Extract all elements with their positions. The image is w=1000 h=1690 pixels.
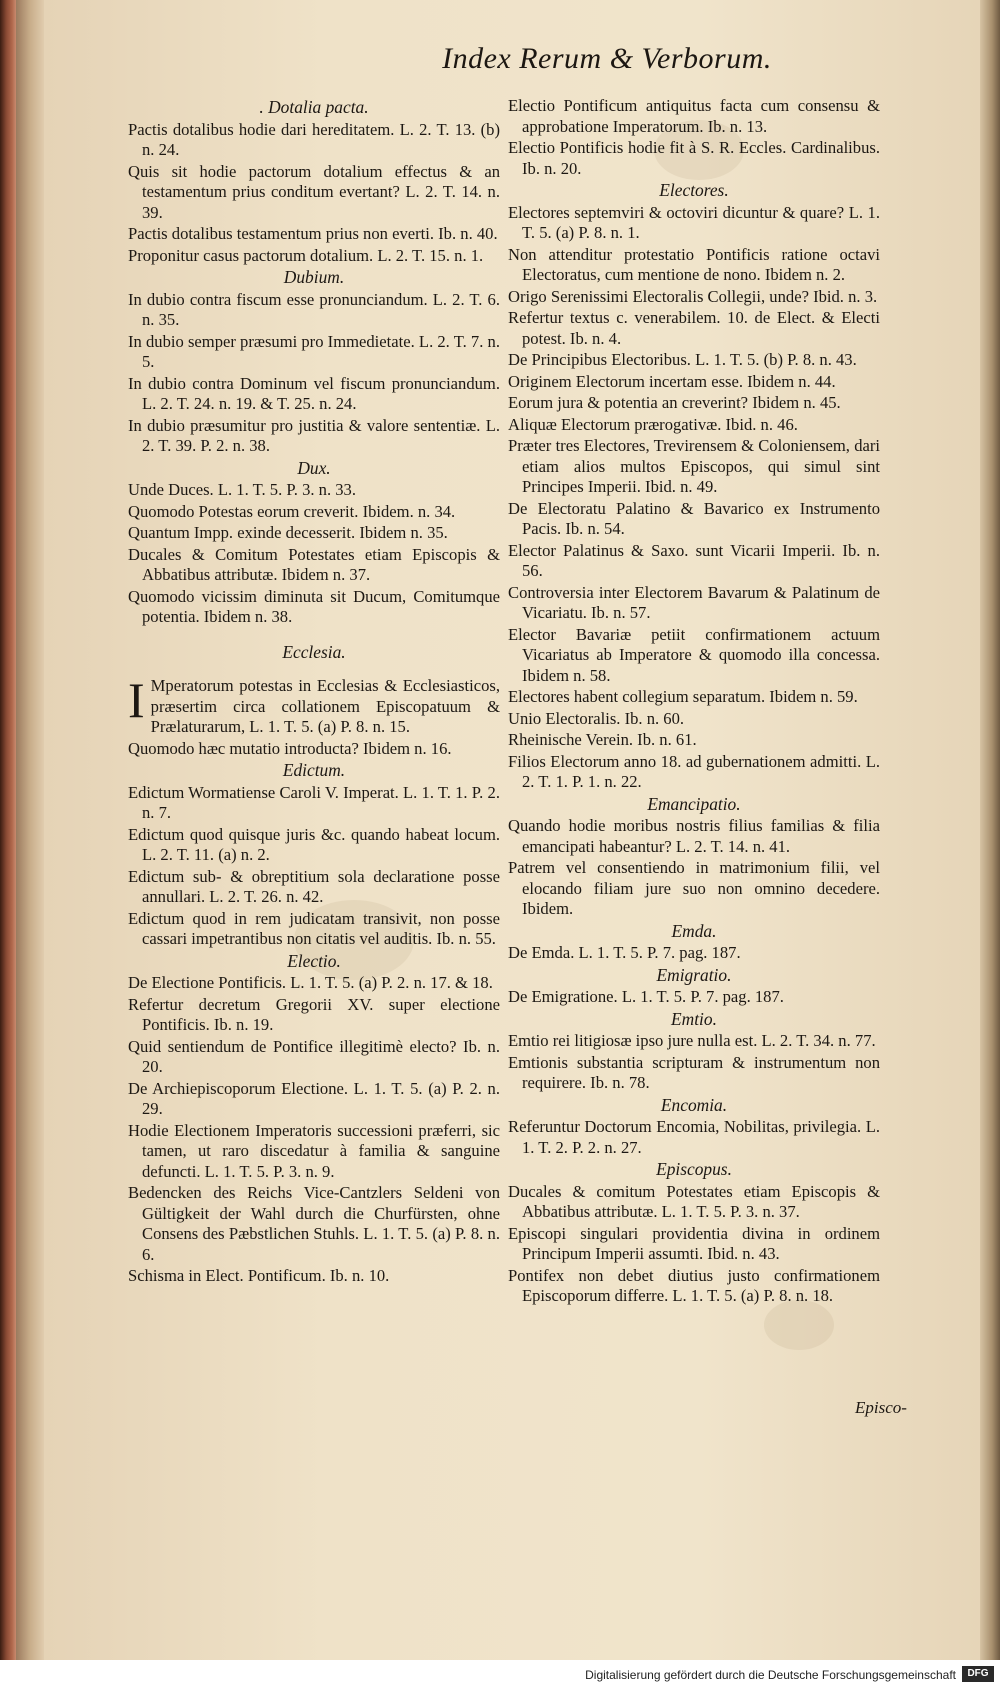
index-entry: Episcopi singulari providentia divina in ordinem Principum Imperii assumti. Ibid. n. 43. [508, 1223, 880, 1263]
running-header: Index Rerum & Verborum. [442, 42, 772, 75]
index-entry: Pontifex non debet diutius justo confirmationem Episcoporum differre. L. 1. T. 5. (a) P. 8. n. 18. [508, 1265, 880, 1305]
index-entry: Electio Pontificis hodie fit à S. R. Eccles. Cardinalibus. Ib. n. 20. [508, 138, 880, 178]
index-entry: Præter tres Electores, Trevirensem & Coloniensem, dari etiam alios multos Episcopos, qui simul sint Principes Imperii. Ibid. n. 49. [508, 436, 880, 496]
index-entry: Ducales & comitum Potestates etiam Episcopis & Abbatibus attributæ. L. 1. T. 5. P. 3. n. 37. [508, 1181, 880, 1221]
index-entry: De Emigratione. L. 1. T. 5. P. 7. pag. 187. [508, 987, 784, 1006]
index-entry: Filios Electorum anno 18. ad gubernationem admitti. L. 2. T. 1. P. 1. n. 22. [508, 751, 880, 791]
index-entry: Emtio rei litigiosæ ipso jure nulla est. L. 2. T. 34. n. 77. [508, 1031, 876, 1050]
index-entry: De Electoratu Palatino & Bavarico ex Instrumento Pacis. Ib. n. 54. [508, 498, 880, 538]
index-entry: Origo Serenissimi Electoralis Collegii, unde? Ibid. n. 3. [508, 286, 878, 306]
index-entry: Patrem vel consentiendo in matrimonium filii, vel elocando filiam jure suo non omnino decedere. Ibidem. [508, 858, 880, 918]
index-entry: Schisma in Elect. Pontificum. Ib. n. 10. [128, 1266, 390, 1285]
index-entry: Edictum quod in rem judicatam transivit, non posse cassari impetrantibus non citatis vel auditis. Ib. n. 55. [128, 908, 500, 948]
index-heading: . Dotalia pacta. [259, 97, 369, 117]
index-entry: Elector Palatinus & Saxo. sunt Vicarii Imperii. Ib. n. 56. [508, 540, 880, 580]
dfg-logo-icon: DFG [962, 1666, 994, 1682]
index-entry: Quomodo hæc mutatio introducta? Ibidem n. 16. [128, 738, 452, 758]
index-entry: Non attenditur protestatio Pontificis ratione octavi Electoratus, cum mentione de nono. Ibidem n. 2. [508, 244, 880, 284]
index-heading: Emda. [671, 920, 717, 941]
index-entry [128, 672, 500, 738]
index-entry: Quis sit hodie pactorum dotalium effectus & an testamentum prius conditum evertant? L. 2. T. 14. n. 39. [128, 161, 500, 222]
book-cover-edge [0, 0, 16, 1660]
index-heading: Episcopus. [656, 1159, 732, 1179]
drop-cap-initial: I [128, 672, 145, 728]
index-entry: De Principibus Electoribus. L. 1. T. 5. (b) P. 8. n. 43. [508, 350, 857, 369]
index-entry: Electores habent collegium separatum. Ibidem n. 59. [508, 687, 858, 706]
index-heading: Dubium. [283, 267, 345, 287]
index-entry: Rheinische Verein. Ib. n. 61. [508, 730, 697, 749]
index-entry: Refertur textus c. venerabilem. 10. de Elect. & Electi potest. Ib. n. 4. [508, 308, 880, 348]
index-heading: Electio. [287, 950, 341, 971]
index-entry: Quantum Impp. exinde decesserit. Ibidem n. 35. [128, 523, 448, 542]
index-entry: Edictum Wormatiense Caroli V. Imperat. L. 1. T. 1. P. 2. n. 7. [128, 782, 500, 822]
index-entry: Electio Pontificum antiquitus facta cum consensu & approbatione Imperatorum. Ib. n. 13. [508, 96, 880, 136]
index-entry: In dubio semper præsumi pro Immedietate. L. 2. T. 7. n. 5. [128, 331, 500, 371]
index-heading: Emigratio. [656, 964, 732, 985]
footer-credit: Digitalisierung gefördert durch die Deutsche Forschungsgemeinschaft [585, 1668, 956, 1682]
index-entry: Quid sentiendum de Pontifice illegitimè electo? Ib. n. 20. [128, 1036, 500, 1076]
index-heading: Emtio. [671, 1008, 717, 1029]
index-entry: De Emda. L. 1. T. 5. P. 7. pag. 187. [508, 943, 741, 962]
index-entry: In dubio contra Dominum vel fiscum pronunciandum. L. 2. T. 24. n. 19. & T. 25. n. 24. [128, 373, 500, 413]
index-entry: De Archiepiscoporum Electione. L. 1. T. 5. (a) P. 2. n. 29. [128, 1078, 500, 1118]
index-entry: Edictum quod quisque juris &c. quando habeat locum. L. 2. T. 11. (a) n. 2. [128, 824, 500, 864]
index-heading: Ecclesia. [282, 641, 346, 662]
right-column [508, 96, 880, 1308]
index-entry: Elector Bavariæ petiit confirmationem actuum Vicariatus ab Imperatore & quomodo illa concessa. Ibidem n. 58. [508, 624, 880, 685]
index-entry: Controversia inter Electorem Bavarum & Palatinum de Vicariatu. Ib. n. 57. [508, 582, 880, 622]
index-entry: In dubio contra fiscum esse pronunciandum. L. 2. T. 6. n. 35. [128, 289, 500, 329]
page-fore-edge [980, 0, 1000, 1660]
index-heading: Electores. [659, 180, 729, 200]
index-heading: Edictum. [282, 760, 346, 780]
index-entry: Aliquæ Electorum prærogativæ. Ibid. n. 46. [508, 414, 798, 434]
index-entry: Unio Electoralis. Ib. n. 60. [508, 708, 685, 728]
index-entry: Ducales & Comitum Potestates etiam Episcopis & Abbatibus attributæ. Ibidem n. 37. [128, 544, 500, 584]
index-entry: Electores septemviri & octoviri dicuntur & quare? L. 1. T. 5. (a) P. 8. n. 1. [508, 202, 880, 242]
index-entry: Pactis dotalibus testamentum prius non everti. Ib. n. 40. [128, 224, 498, 243]
index-entry: Originem Electorum incertam esse. Ibidem n. 44. [508, 371, 836, 391]
index-entry: Referuntur Doctorum Encomia, Nobilitas, privilegia. L. 1. T. 2. P. 2. n. 27. [508, 1117, 880, 1157]
index-entry: In dubio præsumitur pro justitia & valore sententiæ. L. 2. T. 39. P. 2. n. 38. [128, 415, 500, 455]
index-entry: Hodie Electionem Imperatoris successioni præferri, sic tamen, ut raro discedatur à familia & sanguine defuncti. L. 1. T. 5. P. 3. n. 9. [128, 1120, 500, 1181]
index-entry: Quomodo Potestas eorum creverit. Ibidem. n. 34. [128, 501, 456, 521]
left-column [128, 96, 500, 1288]
index-entry: Proponitur casus pactorum dotalium. L. 2. T. 15. n. 1. [128, 245, 484, 265]
index-heading: Dux. [297, 457, 331, 478]
index-entry: Quomodo vicissim diminuta sit Ducum, Comitumque potentia. Ibidem n. 38. [128, 586, 500, 626]
index-entry: Edictum sub- & obreptitium sola declaratione posse annullari. L. 2. T. 26. n. 42. [128, 866, 500, 906]
index-entry: Bedencken des Reichs Vice-Cantzlers Seldeni von Gültigkeit der Wahl durch die Churfürsten, ohne Consens des Pæbstlichen Stuhls. L. 1. T. 5. (a) P. 8. n. 6. [128, 1183, 500, 1264]
index-heading: Emancipatio. [647, 793, 741, 814]
index-entry: De Electione Pontificis. L. 1. T. 5. (a) P. 2. n. 17. & 18. [128, 973, 493, 992]
index-heading: Encomia. [660, 1094, 728, 1115]
digitization-footer [0, 1660, 1000, 1690]
index-entry: Pactis dotalibus hodie dari hereditatem. L. 2. T. 13. (b) n. 24. [128, 119, 500, 159]
index-entry: Eorum jura & potentia an creverint? Ibidem n. 45. [508, 393, 841, 412]
index-entry: Emtionis substantia scripturam & instrumentum non requirere. Ib. n. 78. [508, 1052, 880, 1092]
index-entry-text: Mperatorum potestas in Ecclesias & Ecclesiasticos, præsertim circa collationem Episcopatuum & Prælaturarum, L. 1. T. 5. (a) P. 8. n. 15. [150, 676, 500, 736]
index-entry: Refertur decretum Gregorii XV. super electione Pontificis. Ib. n. 19. [128, 994, 500, 1034]
catchword: Episco- [855, 1398, 907, 1417]
index-entry: Quando hodie moribus nostris filius familias & filia emancipati habeantur? L. 2. T. 14. n. 41. [508, 816, 880, 856]
page-gutter [16, 0, 44, 1660]
index-entry: Unde Duces. L. 1. T. 5. P. 3. n. 33. [128, 480, 356, 499]
